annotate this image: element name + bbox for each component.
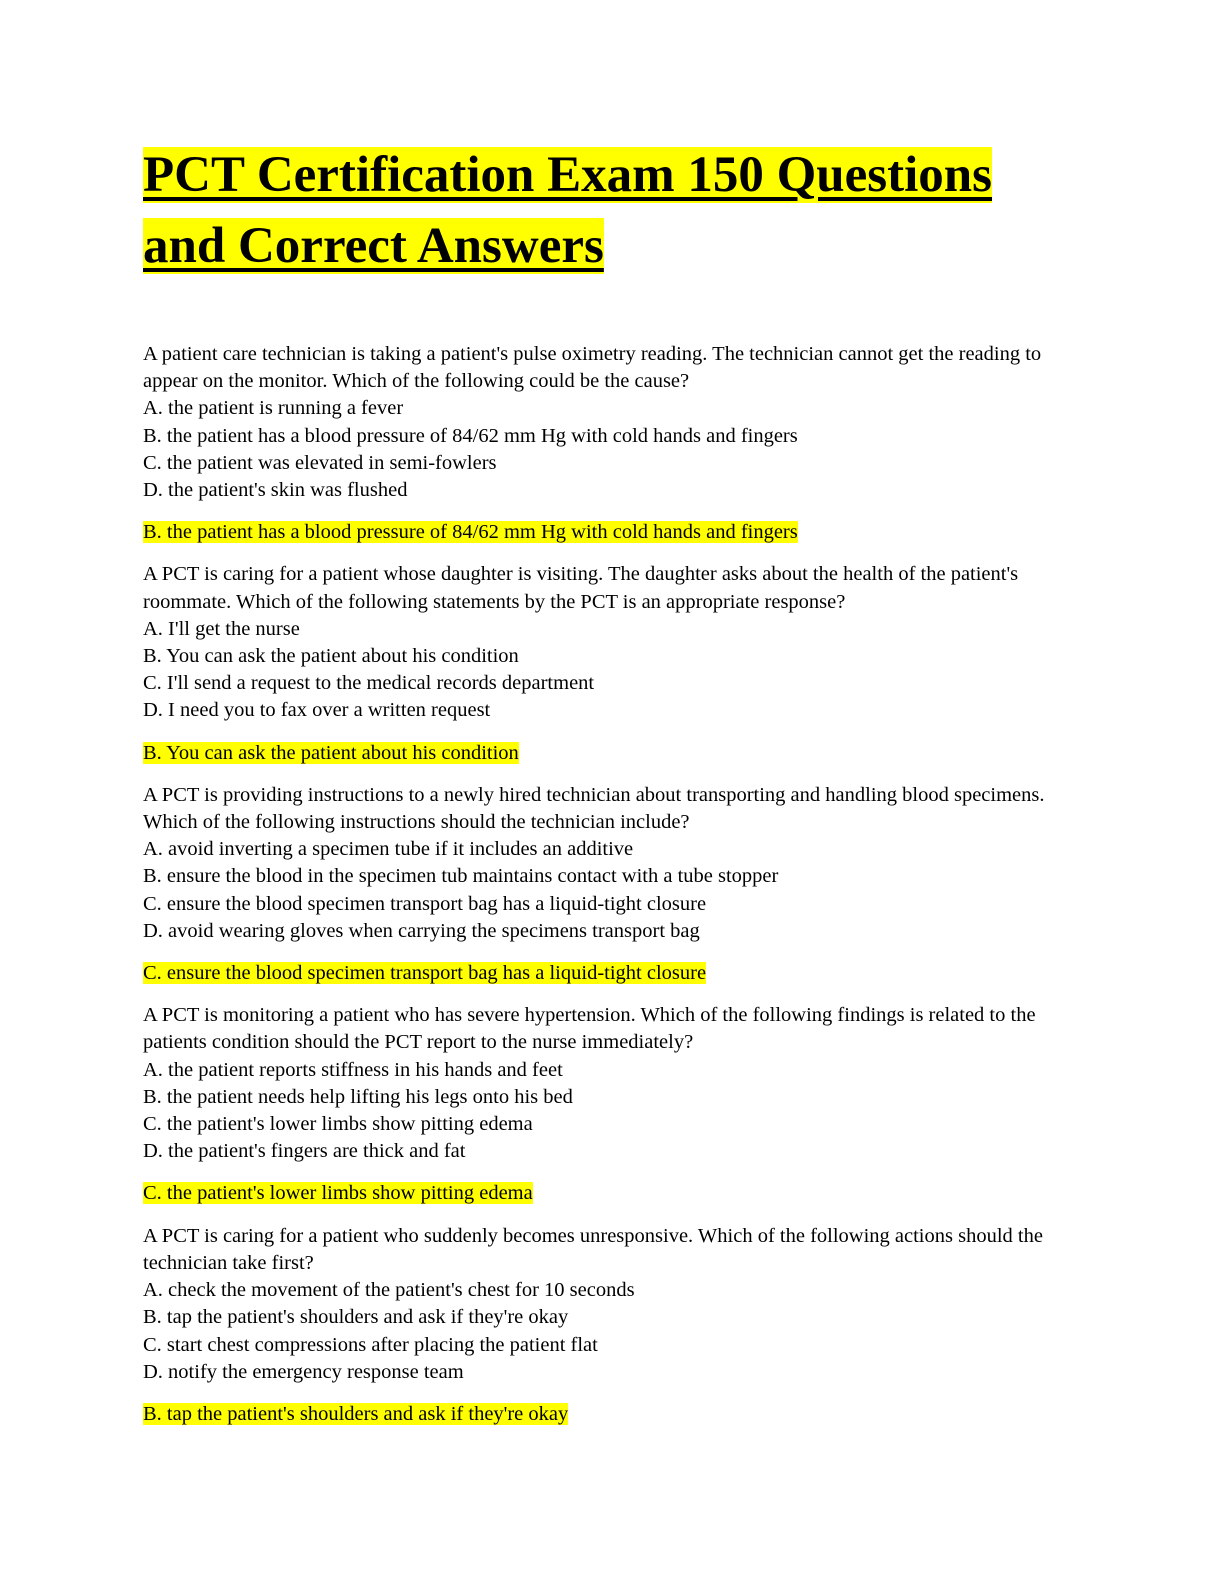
option-d: D. notify the emergency response team — [143, 1360, 464, 1383]
highlighted-answer — [143, 960, 1083, 987]
option-b: B. the patient has a blood pressure of 84/62 mm Hg with cold hands and fingers — [143, 424, 798, 447]
option-a: A. avoid inverting a specimen tube if it includes an additive — [143, 838, 634, 861]
question-text: A PCT is monitoring a patient who has severe hypertension. Which of the following findings is related to the patients condition should the PCT report to the nurse immediately? — [143, 1004, 1036, 1054]
highlighted-answer — [143, 740, 1083, 767]
option-d: D. the patient's fingers are thick and fat — [143, 1140, 466, 1163]
document-page — [143, 140, 1083, 1443]
answer-text: B. You can ask the patient about his condition — [143, 741, 519, 764]
question-block — [143, 561, 1083, 766]
question-text: A PCT is caring for a patient who suddenly becomes unresponsive. Which of the following actions should the technician take first? — [143, 1224, 1043, 1274]
question-block — [143, 782, 1083, 987]
option-d: D. avoid wearing gloves when carrying the specimens transport bag — [143, 919, 700, 942]
option-b: B. You can ask the patient about his condition — [143, 645, 519, 668]
title-line-2: and Correct Answers — [143, 218, 604, 274]
option-c: C. ensure the blood specimen transport bag has a liquid-tight closure — [143, 892, 707, 915]
answer-text: C. ensure the blood specimen transport bag has a liquid-tight closure — [143, 962, 707, 985]
answer-text: B. tap the patient's shoulders and ask if they're okay — [143, 1402, 569, 1425]
highlighted-answer — [143, 1180, 1083, 1207]
question-text: A patient care technician is taking a patient's pulse oximetry reading. The technician cannot get the reading to appear on the monitor. Which of the following could be the cause? — [143, 343, 1042, 393]
option-c: C. I'll send a request to the medical records department — [143, 672, 595, 695]
option-c: C. start chest compressions after placing the patient flat — [143, 1333, 598, 1356]
document-title — [143, 140, 1083, 282]
option-a: A. I'll get the nurse — [143, 617, 300, 640]
option-a: A. check the movement of the patient's chest for 10 seconds — [143, 1279, 635, 1302]
option-c: C. the patient's lower limbs show pitting edema — [143, 1113, 533, 1136]
highlighted-answer — [143, 519, 1083, 546]
option-a: A. the patient is running a fever — [143, 397, 404, 420]
question-block — [143, 1002, 1083, 1207]
option-d: D. the patient's skin was flushed — [143, 479, 408, 502]
option-c: C. the patient was elevated in semi-fowlers — [143, 451, 497, 474]
option-b: B. the patient needs help lifting his legs onto his bed — [143, 1085, 573, 1108]
question-text: A PCT is providing instructions to a newly hired technician about transporting and handling blood specimens. Which of the following instructions should the technician include? — [143, 783, 1045, 834]
question-list — [143, 341, 1083, 1428]
title-line-1: PCT Certification Exam 150 Questions — [143, 147, 993, 203]
option-b: B. ensure the blood in the specimen tub maintains contact with a tube stopper — [143, 865, 779, 888]
question-block — [143, 341, 1083, 546]
option-a: A. the patient reports stiffness in his hands and feet — [143, 1058, 563, 1081]
highlighted-answer — [143, 1401, 1083, 1428]
question-text: A PCT is caring for a patient whose daughter is visiting. The daughter asks about the health of the patient's roommate. Which of the following statements by the PCT is an appropriate response? — [143, 563, 1019, 613]
question-block — [143, 1223, 1083, 1428]
answer-text: C. the patient's lower limbs show pitting edema — [143, 1182, 533, 1205]
option-b: B. tap the patient's shoulders and ask if they're okay — [143, 1306, 569, 1329]
answer-text: B. the patient has a blood pressure of 84/62 mm Hg with cold hands and fingers — [143, 521, 798, 544]
option-d: D. I need you to fax over a written request — [143, 699, 491, 722]
